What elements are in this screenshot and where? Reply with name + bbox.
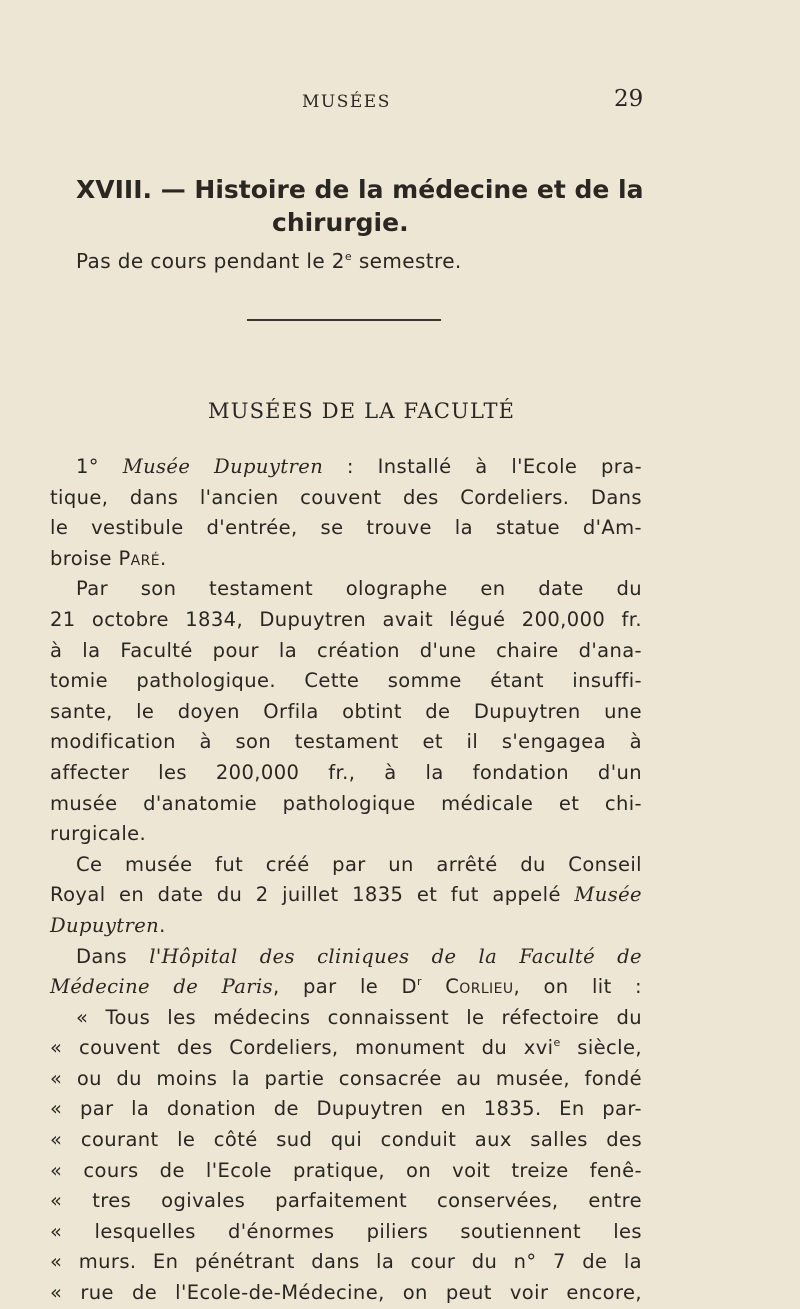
text-line bbox=[50, 1217, 642, 1248]
text-line bbox=[50, 850, 642, 881]
text-line bbox=[50, 911, 642, 942]
text-line bbox=[50, 483, 642, 514]
text-line bbox=[50, 1094, 642, 1125]
small-caps-text: Corlieu bbox=[421, 975, 514, 999]
text-line bbox=[50, 1125, 642, 1156]
text-run: 21 octobre 1834, Dupuytren avait légué 200,000 fr. bbox=[50, 607, 642, 631]
note-text-end: semestre. bbox=[352, 249, 462, 273]
text-run: : Installé à l'Ecole pra- bbox=[323, 455, 643, 478]
text-run: « ou du moins la partie consacrée au musée, fondé bbox=[50, 1066, 642, 1090]
body-text bbox=[50, 452, 642, 1309]
text-run: « cours de l'Ecole pratique, on voit treize fenê- bbox=[50, 1158, 642, 1182]
text-line bbox=[50, 697, 642, 728]
text-line bbox=[50, 1064, 642, 1095]
text-run: « lesquelles d'énormes piliers soutiennent les bbox=[50, 1219, 642, 1243]
running-header: MUSÉES bbox=[302, 92, 391, 112]
italic-text: Dupuytren bbox=[50, 913, 160, 937]
text-line bbox=[50, 605, 642, 636]
text-line bbox=[50, 758, 642, 789]
note-text: Pas de cours pendant le 2 bbox=[76, 249, 345, 273]
text-run: « murs. En pénétrant dans la cour du n° 7 de la bbox=[50, 1250, 642, 1274]
text-line bbox=[50, 880, 642, 911]
note-superscript: e bbox=[344, 250, 353, 263]
text-line bbox=[50, 574, 642, 605]
text-line bbox=[50, 1003, 642, 1034]
text-run: 1° bbox=[76, 455, 123, 478]
text-line bbox=[50, 1033, 642, 1064]
text-line bbox=[50, 727, 642, 758]
text-run: sante, le doyen Orfila obtint de Dupuytren une bbox=[50, 699, 642, 723]
text-run: Dans bbox=[76, 944, 150, 968]
text-run: « tres ogivales parfaitement conservées, entre bbox=[50, 1189, 642, 1213]
text-run: « courant le côté sud qui conduit aux salles des bbox=[50, 1128, 642, 1152]
page-number: 29 bbox=[614, 86, 644, 112]
text-line bbox=[50, 819, 642, 850]
horizontal-rule bbox=[247, 319, 441, 321]
text-line bbox=[50, 789, 642, 820]
section-title bbox=[76, 173, 676, 239]
text-line bbox=[50, 1278, 642, 1309]
text-run: tomie pathologique. Cette somme étant insuffi- bbox=[50, 669, 642, 693]
text-run: . bbox=[159, 913, 166, 937]
text-run: « rue de l'Ecole-de-Médecine, on peut voir encore, bbox=[50, 1281, 642, 1305]
text-run: « Tous les médecins connaissent le réfectoire du bbox=[76, 1005, 642, 1029]
text-line bbox=[50, 1156, 642, 1187]
text-run: siècle, bbox=[560, 1036, 642, 1060]
text-line bbox=[50, 636, 642, 667]
text-run: modification à son testament et il s'engagea à bbox=[50, 730, 642, 754]
text-line bbox=[50, 1247, 642, 1278]
small-caps-text: Paré bbox=[118, 546, 160, 570]
italic-text: Musée Dupuytren bbox=[122, 455, 324, 478]
section-title-line-2: chirurgie. bbox=[272, 208, 409, 237]
text-run: , on lit : bbox=[513, 975, 642, 999]
text-run: musée d'anatomie pathologique médicale et chi- bbox=[50, 791, 642, 815]
section-title-line-1: XVIII. — Histoire de la médecine et de la bbox=[76, 175, 644, 204]
text-line bbox=[50, 942, 642, 973]
text-line bbox=[50, 452, 642, 483]
text-run: , par le D bbox=[273, 975, 417, 999]
text-line bbox=[50, 972, 642, 1003]
text-run: tique, dans l'ancien couvent des Cordeliers. Dans bbox=[50, 485, 642, 509]
text-run: broise bbox=[50, 546, 119, 570]
text-run: Par son testament olographe en date du bbox=[76, 577, 642, 601]
superscript: e bbox=[553, 1036, 561, 1050]
text-run: affecter les 200,000 fr., à la fondation d'un bbox=[50, 760, 642, 784]
italic-text: l'Hôpital des cliniques de la Faculté de bbox=[149, 944, 642, 968]
text-run: rurgicale. bbox=[50, 822, 147, 846]
semester-note bbox=[76, 249, 462, 273]
text-run: « par la donation de Dupuytren en 1835. En par- bbox=[50, 1097, 642, 1121]
text-run: . bbox=[160, 546, 167, 570]
superscript: r bbox=[416, 975, 422, 989]
museum-heading: MUSÉES DE LA FACULTÉ bbox=[208, 399, 516, 423]
text-line bbox=[50, 513, 642, 544]
text-run: à la Faculté pour la création d'une chaire d'ana- bbox=[50, 638, 642, 662]
text-run: Ce musée fut créé par un arrêté du Conseil bbox=[76, 852, 642, 876]
italic-text: Médecine de Paris bbox=[50, 975, 274, 999]
text-line bbox=[50, 1186, 642, 1217]
italic-text: Musée bbox=[574, 883, 642, 907]
text-run: le vestibule d'entrée, se trouve la statue d'Am- bbox=[50, 516, 642, 540]
text-line bbox=[50, 544, 642, 575]
text-run: « couvent des Cordeliers, monument du xvi bbox=[50, 1036, 554, 1060]
text-line bbox=[50, 666, 642, 697]
text-run: Royal en date du 2 juillet 1835 et fut appelé bbox=[50, 883, 575, 907]
